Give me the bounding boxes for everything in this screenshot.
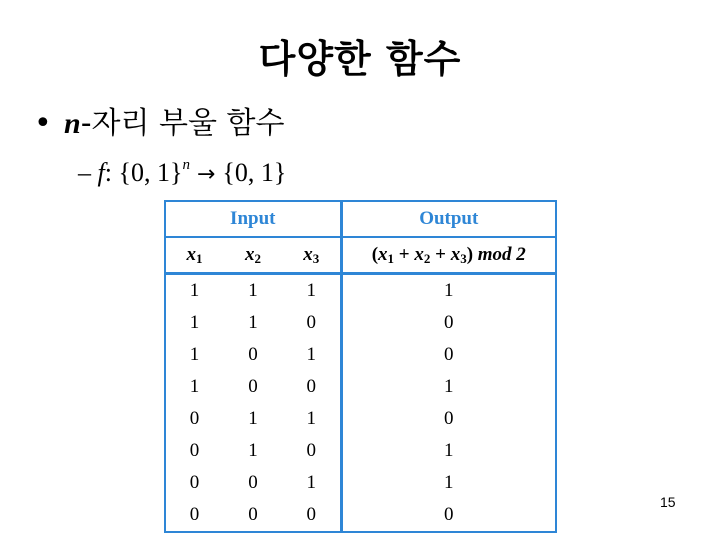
table-row [165, 339, 556, 371]
truth-table [164, 200, 557, 533]
group-header-row [165, 201, 556, 237]
column-header-x1: $x_1$ [165, 237, 223, 274]
column-header-row [165, 237, 556, 274]
table-row [165, 499, 556, 532]
table-cell: 0 [165, 435, 223, 467]
column-header-output: $(x_1 + x_2 + x_3)$ mod 2 [341, 237, 556, 274]
table-cell: 1 [341, 435, 556, 467]
table-cell: 1 [248, 440, 258, 461]
domain-exponent: n [182, 157, 190, 173]
table-row [165, 274, 556, 308]
sub-bullet-dash: – [78, 158, 98, 187]
table-cell: 0 [248, 376, 258, 397]
table-cell: 1 [341, 274, 556, 308]
function-codomain: {0, 1} [222, 158, 287, 187]
table-cell: 0 [283, 371, 341, 403]
table-row [165, 403, 556, 435]
output-header: Output [341, 201, 556, 237]
table-cell: 1 [248, 280, 258, 301]
table-cell: 1 [165, 307, 223, 339]
table-cell: 1 [283, 467, 341, 499]
function-colon: : [104, 158, 112, 187]
table-cell: 1 [283, 403, 341, 435]
column-header-x2: $x_2$ [223, 237, 283, 274]
table-cell: 1 [165, 339, 223, 371]
table-cell: 0 [165, 499, 223, 532]
table-cell: 1 [283, 339, 341, 371]
table-cell: 0 [341, 499, 556, 532]
bullet-variable: n [64, 107, 81, 140]
table-cell: 0 [223, 499, 283, 532]
column-header-x3: $x_3$ [283, 237, 341, 274]
table-cell: 1 [165, 274, 223, 308]
table-cell: 1 [165, 371, 223, 403]
table-row [165, 467, 556, 499]
table-cell: 1 [248, 312, 258, 333]
function-domain: {0, 1} [111, 158, 183, 187]
table-cell: 1 [283, 274, 341, 308]
table-cell: 0 [341, 339, 556, 371]
table-cell: 0 [165, 403, 223, 435]
function-name: f [97, 158, 105, 187]
table-cell: 0 [283, 307, 341, 339]
bullet-text: -자리 부울 함수 [80, 106, 285, 141]
table-cell: 1 [341, 467, 556, 499]
table-cell: 1 [248, 408, 258, 429]
table-cell: 0 [283, 435, 341, 467]
bullet-marker: • [34, 106, 52, 141]
bullet-item [34, 104, 284, 144]
table-cell: 0 [248, 344, 258, 365]
table-cell: 0 [165, 467, 223, 499]
sub-bullet-item [78, 148, 286, 192]
table-row [165, 371, 556, 403]
table-cell: 0 [341, 403, 556, 435]
table-cell: 0 [341, 307, 556, 339]
table-cell: 1 [341, 371, 556, 403]
input-header: Input [165, 201, 341, 237]
arrow-icon: → [189, 162, 223, 187]
table-cell: 0 [283, 499, 341, 532]
page-number: 15 [660, 494, 676, 510]
table-row [165, 435, 556, 467]
table-cell: 0 [248, 472, 258, 493]
table-row [165, 307, 556, 339]
slide-title: 다양한 함수 [258, 37, 462, 81]
